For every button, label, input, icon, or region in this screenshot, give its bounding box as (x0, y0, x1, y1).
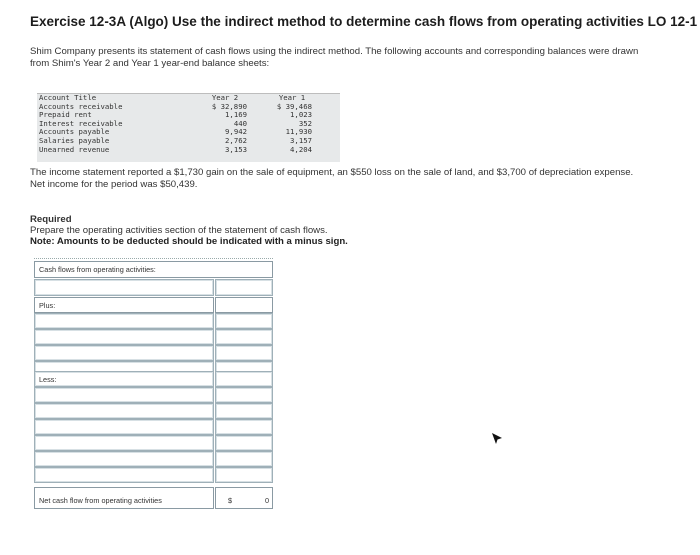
year1-value: 11,930 (285, 127, 312, 137)
required-section (30, 214, 630, 247)
plus-item-row (33, 345, 273, 361)
account-label: Salaries payable (39, 135, 110, 145)
line-item-input[interactable] (34, 419, 214, 435)
less-item-row (33, 403, 273, 419)
line-item-input[interactable] (34, 435, 214, 451)
year1-value: 352 (298, 118, 312, 128)
amount-input[interactable] (215, 313, 273, 329)
balance-sheet-table (37, 93, 340, 162)
operating-activities-worksheet (33, 258, 273, 514)
account-label: Unearned revenue (39, 144, 110, 154)
less-label: Less: (39, 375, 57, 384)
worksheet-header: Cash flows from operating activities: (39, 265, 156, 274)
year2-value: 2,762 (225, 135, 247, 145)
worksheet-header-row (33, 261, 273, 278)
required-instruction: Prepare the operating activities section of the statement of cash flows. (30, 225, 328, 236)
plus-label: Plus: (39, 301, 56, 310)
amount-input[interactable] (215, 387, 273, 403)
less-item-row (33, 387, 273, 403)
amount-input[interactable] (215, 419, 273, 435)
line-item-input[interactable] (34, 279, 214, 296)
line-item-input[interactable] (34, 403, 214, 419)
net-income-row (33, 279, 273, 296)
line-item-input[interactable] (34, 467, 214, 483)
income-statement-paragraph: The income statement reported a $1,730 gain on the sale of equipment, an $550 loss on the sale of land, and $3,700 of depreciation expense. Net income for the period was $50,439. (30, 167, 634, 190)
year1-value: 1,023 (290, 110, 312, 120)
account-label: Accounts payable (39, 127, 110, 137)
plus-item-row (33, 313, 273, 329)
amount-input[interactable] (215, 329, 273, 345)
year2-column (203, 94, 247, 154)
less-item-row (33, 467, 273, 483)
total-row (33, 487, 273, 509)
line-item-input[interactable] (34, 313, 214, 329)
amount-input[interactable] (215, 435, 273, 451)
less-item-row (33, 419, 273, 435)
account-title-header: Account Title (39, 93, 97, 102)
year2-value: 3,153 (225, 144, 247, 154)
total-currency: $ (228, 496, 233, 505)
less-item-row (33, 451, 273, 467)
plus-item-row (33, 329, 273, 345)
amount-input[interactable] (215, 279, 273, 296)
less-row (33, 371, 273, 387)
year2-value: 9,942 (225, 127, 247, 137)
total-label: Net cash flow from operating activities (39, 496, 162, 505)
amount-input[interactable] (215, 467, 273, 483)
line-item-input[interactable] (34, 451, 214, 467)
amount-input[interactable] (215, 451, 273, 467)
total-value: 0 (264, 496, 269, 505)
line-item-input[interactable] (34, 329, 214, 345)
amount-input[interactable] (215, 345, 273, 361)
worksheet-top-rule (34, 258, 273, 259)
account-title-column (39, 94, 122, 154)
year1-value: $ 39,468 (276, 101, 312, 111)
year2-value: $ 32,890 (211, 101, 247, 111)
amount-input[interactable] (215, 403, 273, 419)
line-item-input[interactable] (34, 387, 214, 403)
required-note: Note: Amounts to be deducted should be indicated with a minus sign. (30, 236, 348, 247)
account-label: Prepaid rent (39, 110, 92, 120)
year1-value: 3,157 (290, 135, 312, 145)
year2-header: Year 2 (211, 93, 239, 102)
plus-row (33, 297, 273, 313)
exercise-title: Exercise 12-3A (Algo) Use the indirect method to determine cash flows from operating activities LO 12-1 (30, 14, 698, 29)
mouse-pointer-icon (491, 432, 503, 446)
account-label: Interest receivable (39, 118, 123, 128)
year1-value: 4,204 (290, 144, 312, 154)
required-heading: Required (30, 214, 72, 225)
year1-header: Year 1 (278, 93, 306, 102)
line-item-input[interactable] (34, 345, 214, 361)
year2-value: 440 (233, 118, 247, 128)
year2-value: 1,169 (225, 110, 247, 120)
intro-text: Shim Company presents its statement of cash flows using the indirect method. The following accounts and corresponding balances were drawn from Shim's Year 2 and Year 1 year-end balance sheets: (30, 46, 639, 69)
less-item-row (33, 435, 273, 451)
account-label: Accounts receivable (39, 101, 123, 111)
year1-column (272, 94, 312, 154)
